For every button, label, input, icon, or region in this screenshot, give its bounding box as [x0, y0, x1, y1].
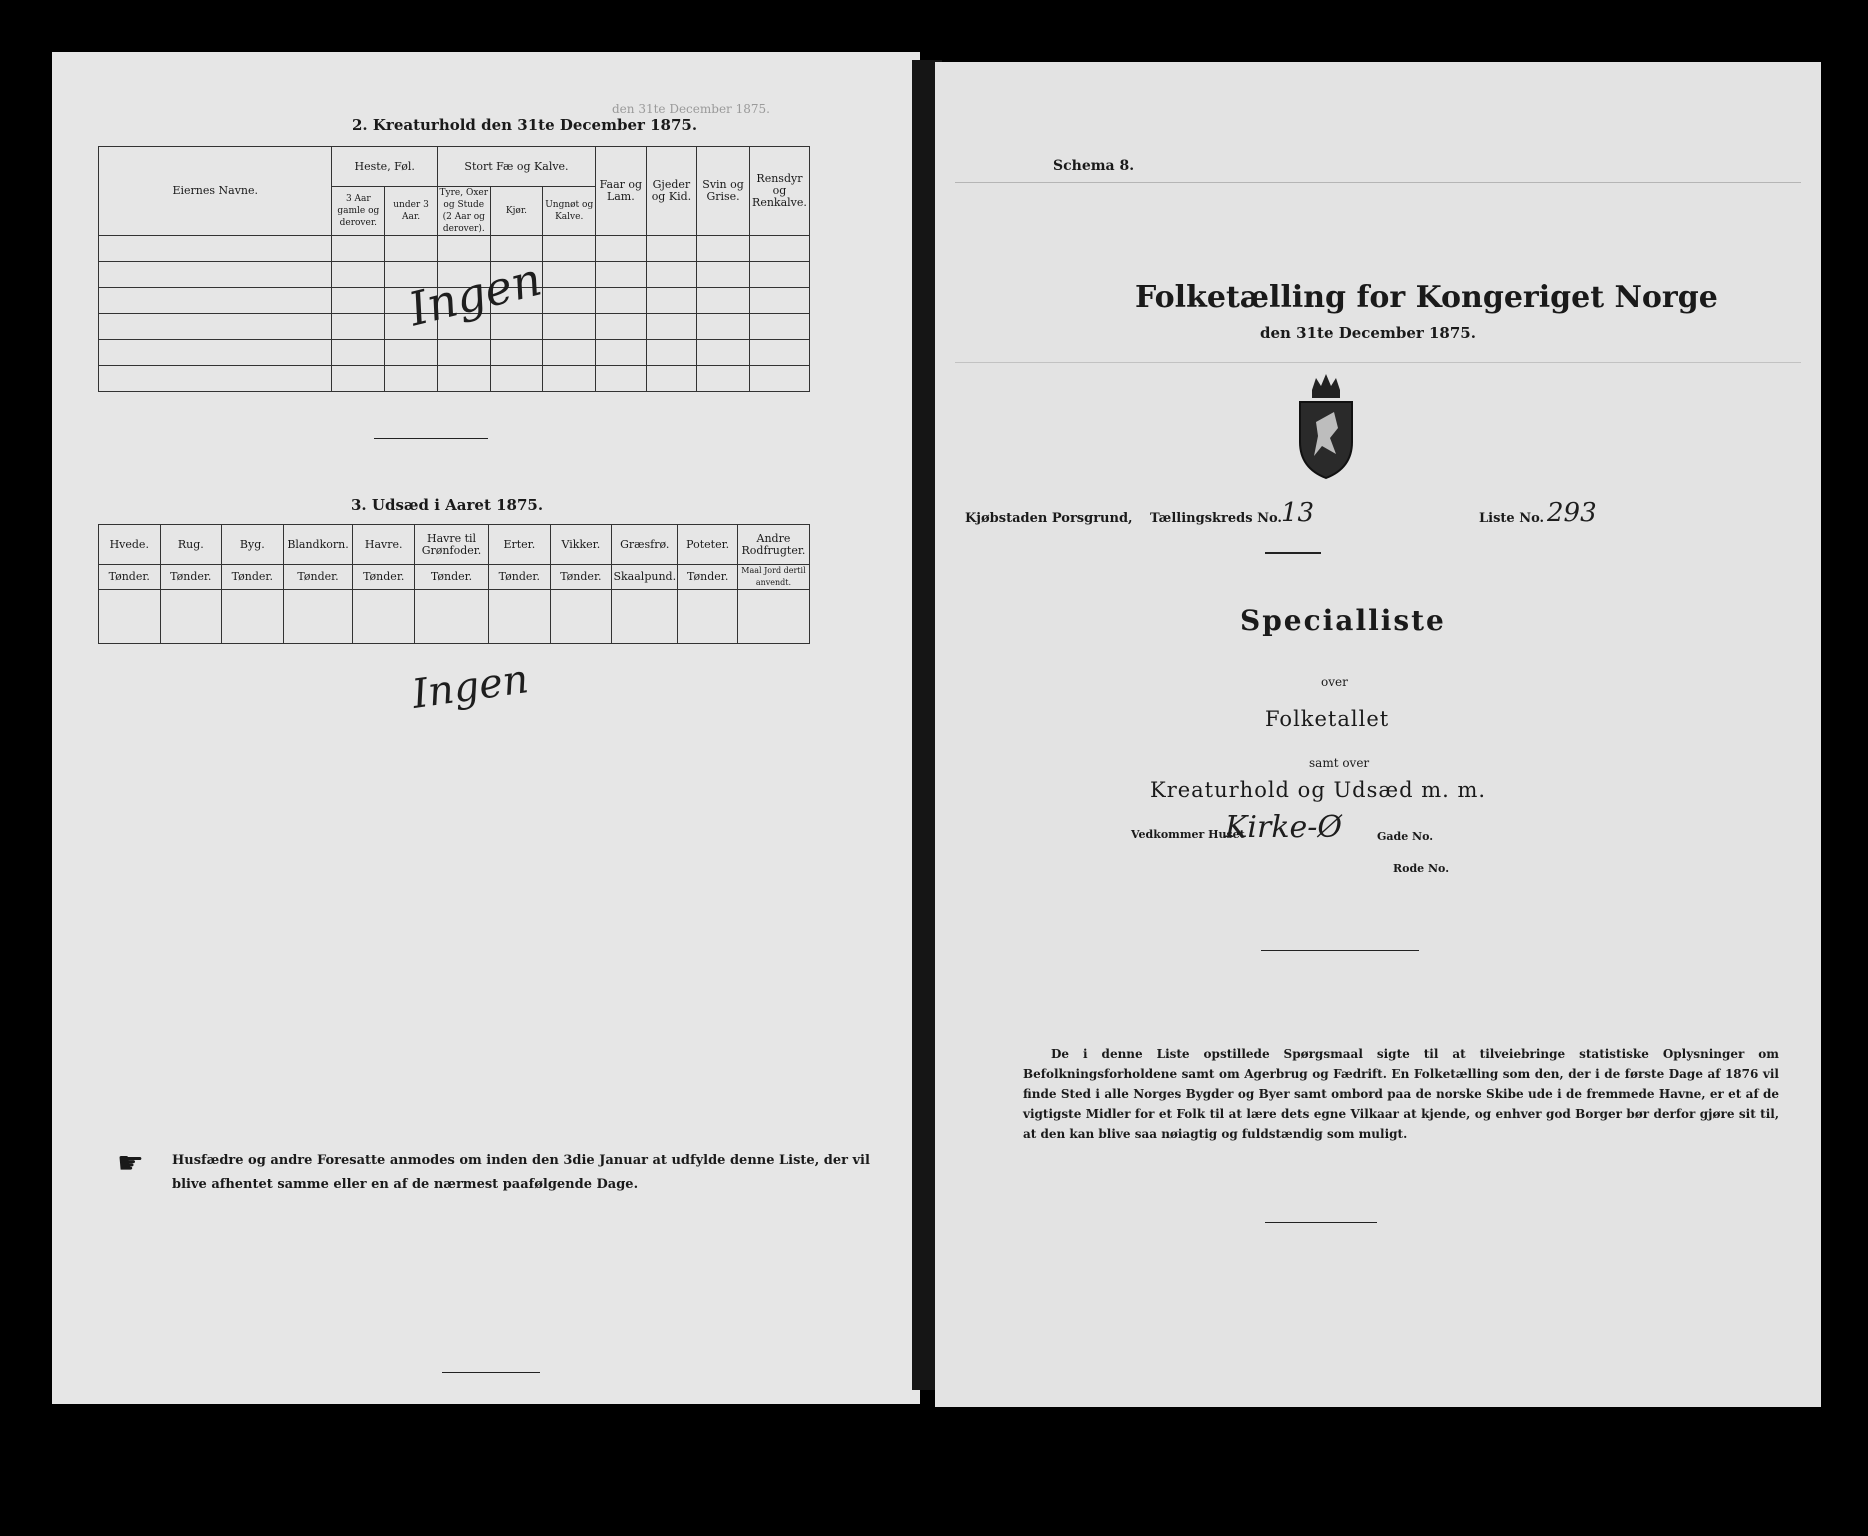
house-label: Vedkommer Huset [1131, 828, 1245, 841]
norway-coat-of-arms-icon [1290, 372, 1362, 482]
livestock-handwritten-entry: Ingen [403, 251, 547, 337]
col-poteter: Poteter. [678, 525, 737, 565]
unit-cell: Tønder. [489, 565, 551, 590]
list-label: Liste No. [1479, 511, 1545, 526]
col-reindeer: Rensdyr og Renkalve. [749, 147, 809, 236]
pointing-hand-icon: ☛ [117, 1146, 144, 1181]
district-label: Tællingskreds No. [1150, 511, 1282, 526]
footer-explanation: De i denne Liste opstillede Spørgsmaal sigte til at tilveiebringe statistiske Oplysninger om Befolkningsforholdene samt om Agerbrug og Fædrift. En Folketælling som den, der i de første Dage af 1876 vil finde Sted i alle Norges Bygder og Byer samt ombord paa de norske Skibe ude i de fremmede Havne, er et af de vigtigste Midler for et Folk til at lære dets egne Vilkaar at kjende, og enhver god Borger bør derfor gjøre sit til, at den kan blive saa nøiagtig og fuldstændig som muligt. [1023, 1047, 1779, 1141]
livestock-table [98, 146, 810, 392]
unit-cell: Tønder. [160, 565, 222, 590]
col-owner: Eiernes Navne. [99, 147, 332, 236]
folketallet-title: Folketallet [1265, 707, 1390, 731]
divider [1265, 552, 1321, 554]
town-label: Kjøbstaden Porsgrund, [965, 511, 1133, 526]
col-cows: Kjør. [490, 187, 543, 236]
unit-cell: Tønder. [353, 565, 415, 590]
col-hvede: Hvede. [99, 525, 161, 565]
col-pigs: Svin og Grise. [697, 147, 750, 236]
divider [442, 1372, 540, 1373]
col-sheep: Faar og Lam. [596, 147, 647, 236]
col-young-cattle: Ungnøt og Kalve. [543, 187, 596, 236]
unit-cell: Tønder. [678, 565, 737, 590]
notice-text: Husfædre og andre Foresatte anmodes om inden den 3die Januar at udfylde denne Liste, der vil blive afhentet samme eller en af de nærmest paafølgende Dage. [172, 1153, 870, 1192]
unit-cell: Tønder. [222, 565, 284, 590]
main-title: Folketælling for Kongeriget Norge [1135, 280, 1718, 315]
gade-label: Gade No. [1377, 830, 1434, 843]
unit-cell: Tønder. [283, 565, 353, 590]
specialliste-title: Specialliste [1240, 604, 1446, 637]
divider [1265, 1222, 1377, 1223]
sowing-handwritten-entry: Ingen [409, 656, 532, 718]
col-horses-old: 3 Aar gamle og derover. [332, 187, 385, 236]
col-horses: Heste, Føl. [332, 147, 437, 187]
divider [374, 438, 488, 439]
col-bulls: Tyre, Oxer og Stude (2 Aar og derover). [437, 187, 490, 236]
bleed-line [955, 362, 1801, 363]
sowing-table [98, 524, 810, 644]
rode-label: Rode No. [1393, 862, 1450, 875]
col-vikker: Vikker. [550, 525, 612, 565]
right-page [935, 62, 1821, 1407]
col-horses-young: under 3 Aar. [385, 187, 438, 236]
col-blandkorn: Blandkorn. [283, 525, 353, 565]
section3-title: 3. Udsæd i Aaret 1875. [351, 496, 544, 514]
col-havre-gronfoder: Havre til Grønfoder. [415, 525, 489, 565]
list-value: 293 [1547, 498, 1597, 528]
section2-title: 2. Kreaturhold den 31te December 1875. [352, 116, 698, 134]
over-label: over [1321, 675, 1348, 689]
district-value: 13 [1281, 498, 1315, 528]
unit-cell: Tønder. [550, 565, 612, 590]
col-byg: Byg. [222, 525, 284, 565]
left-page [52, 52, 920, 1404]
census-date: den 31te December 1875. [1260, 324, 1476, 342]
unit-cell: Tønder. [415, 565, 489, 590]
col-erter: Erter. [489, 525, 551, 565]
divider [1261, 950, 1419, 951]
bleed-line [955, 182, 1801, 183]
col-cattle: Stort Fæ og Kalve. [437, 147, 595, 187]
unit-cell: Skaalpund. [612, 565, 678, 590]
col-andre-rodfrugter: Andre Rodfrugter. [737, 525, 809, 565]
col-havre: Havre. [353, 525, 415, 565]
col-rug: Rug. [160, 525, 222, 565]
samt-over-label: samt over [1309, 756, 1370, 770]
bleed-through-text: den 31te December 1875. [612, 102, 770, 116]
col-goats: Gjeder og Kid. [646, 147, 697, 236]
unit-cell: Maal Jord dertil anvendt. [737, 565, 809, 590]
schema-label: Schema 8. [1053, 158, 1135, 174]
unit-cell: Tønder. [99, 565, 161, 590]
col-graesfro: Græsfrø. [612, 525, 678, 565]
house-value: Kirke-Ø [1225, 810, 1343, 845]
kreaturhold-title: Kreaturhold og Udsæd m. m. [1150, 778, 1487, 802]
